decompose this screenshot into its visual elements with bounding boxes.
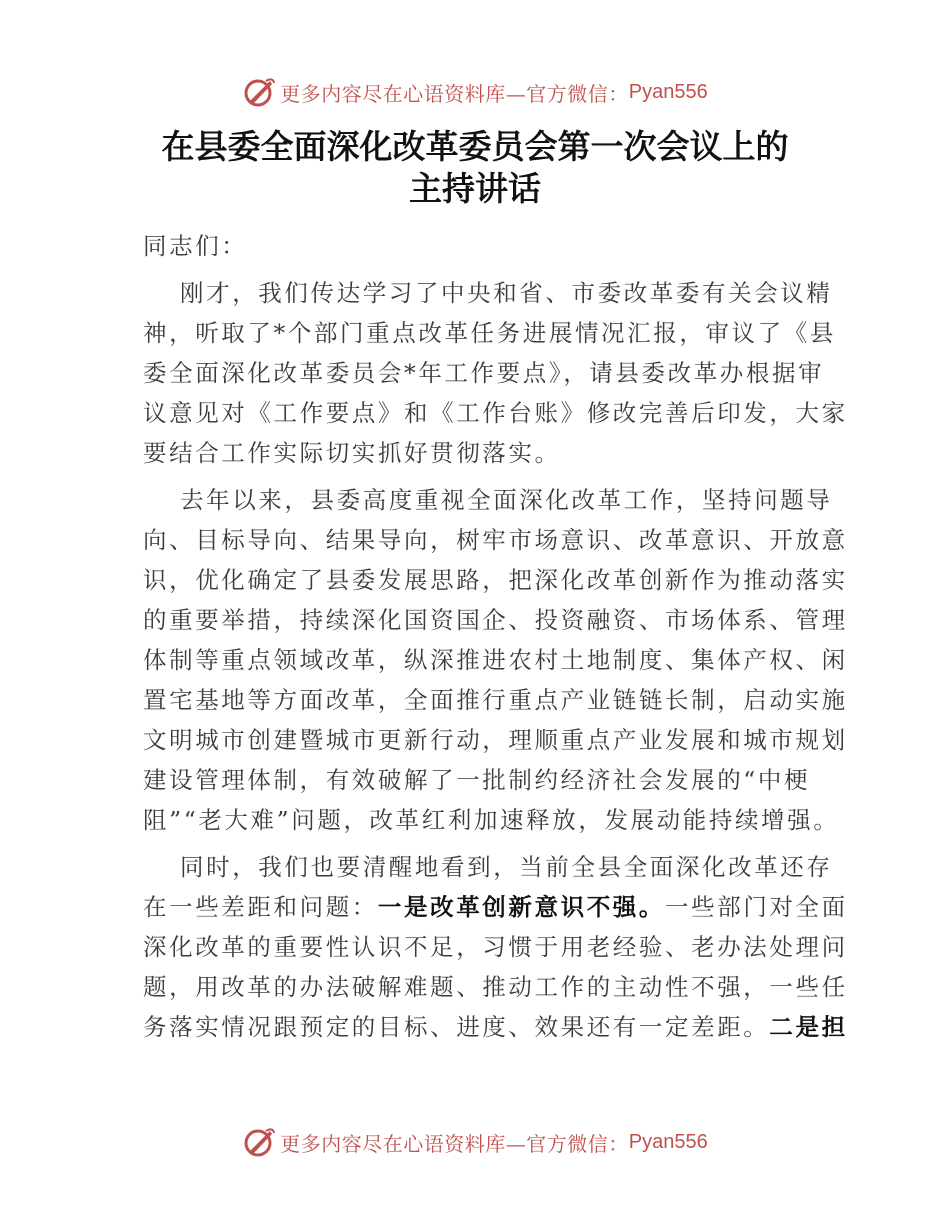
- paragraph-line: 的重要举措，持续深化国资国企、投资融资、市场体系、管理: [143, 606, 848, 634]
- paragraph-line: 要结合工作实际切实抓好贯彻落实。: [143, 439, 561, 467]
- text-segment: 一些部门对全面: [665, 893, 848, 921]
- paragraph-line: 去年以来，县委高度重视全面深化改革工作，坚持问题导: [180, 486, 833, 514]
- paragraph-line: 建设管理体制，有效破解了一批制约经济社会发展的“中梗: [143, 766, 811, 794]
- salutation: 同志们：: [143, 232, 248, 260]
- paragraph-line: 同时，我们也要清醒地看到，当前全县全面深化改革还存: [180, 853, 833, 881]
- paragraph-2: [143, 480, 848, 840]
- paragraph-line: 委全面深化改革委员会*年工作要点》，请县委改革办根据审: [143, 359, 825, 387]
- bold-heading-1: 一是改革创新意识不强。: [377, 893, 666, 921]
- title-line-2: 主持讲话: [409, 169, 541, 208]
- footer-watermark: [0, 1122, 950, 1162]
- bold-heading-2: 二是担: [769, 1013, 848, 1041]
- text-segment: 在一些差距和问题：: [143, 893, 378, 921]
- paragraph-line: 神，听取了*个部门重点改革任务进展情况汇报，审议了《县: [143, 319, 836, 347]
- paragraph-1: [143, 273, 848, 473]
- paragraph-3: [143, 847, 848, 1047]
- paragraph-line: 阻”“老大难”问题，改革红利加速释放，发展动能持续增强。: [143, 806, 840, 834]
- paragraph-line: 识，优化确定了县委发展思路，把深化改革创新作为推动落实: [143, 566, 848, 594]
- paragraph-line: [143, 887, 848, 927]
- paragraph-line: [143, 1007, 848, 1047]
- watermark-text: 更多内容尽在心语资料库—官方微信：: [280, 81, 629, 106]
- paragraph-line: 刚才，我们传达学习了中央和省、市委改革委有关会议精: [180, 279, 833, 307]
- paragraph-line: 深化改革的重要性认识不足，习惯于用老经验、老办法处理问: [143, 933, 848, 961]
- header-watermark: [0, 72, 950, 112]
- paragraph-line: 向、目标导向、结果导向，树牢市场意识、改革意识、开放意: [143, 526, 848, 554]
- paragraph-line: 体制等重点领域改革，纵深推进农村土地制度、集体产权、闲: [143, 646, 848, 674]
- paragraph-line: 文明城市创建暨城市更新行动，理顺重点产业发展和城市规划: [143, 726, 848, 754]
- paragraph-line: 议意见对《工作要点》和《工作台账》修改完善后印发，大家: [143, 399, 848, 427]
- document-body: [143, 226, 848, 1047]
- watermark-wechat-id: Pyan556: [628, 80, 708, 103]
- text-segment: 务落实情况跟预定的目标、进度、效果还有一定差距。: [143, 1013, 770, 1041]
- paragraph-line: 题，用改革的办法破解难题、推动工作的主动性不强，一些任: [143, 973, 848, 1001]
- document-title: [0, 126, 950, 210]
- quill-logo-icon: [242, 1125, 276, 1159]
- paragraph-line: 置宅基地等方面改革，全面推行重点产业链链长制，启动实施: [143, 686, 848, 714]
- quill-logo-icon: [242, 75, 276, 109]
- watermark-wechat-id: Pyan556: [628, 1130, 708, 1153]
- title-line-1: 在县委全面深化改革委员会第一次会议上的: [161, 127, 789, 166]
- watermark-text: 更多内容尽在心语资料库—官方微信：: [280, 1131, 629, 1156]
